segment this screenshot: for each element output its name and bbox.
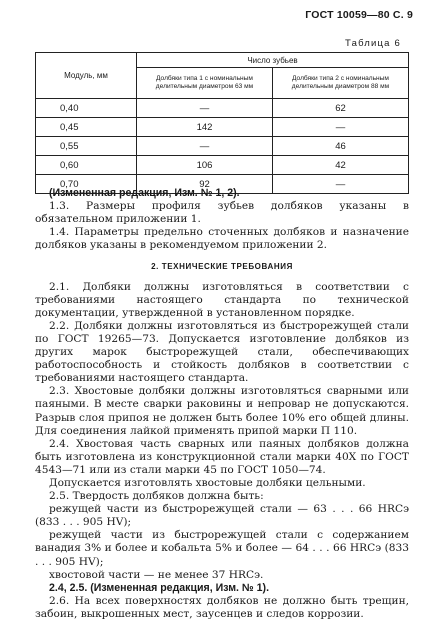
amendment-note: (Измененная редакция, Изм. № 1, 2). <box>49 187 240 199</box>
paragraph-1-3: 1.3. Размеры профиля зубьев долбяков указаны в обязательном приложении 1. <box>35 200 409 226</box>
column-header-type1: Долбяки типа 1 с номинальным делительным диаметром 63 мм <box>137 68 273 99</box>
cell-type1: 142 <box>137 118 273 137</box>
section-heading: 2. ТЕХНИЧЕСКИЕ ТРЕБОВАНИЯ <box>151 262 293 272</box>
cell-module: 0,40 <box>36 99 137 118</box>
table-row <box>36 137 409 156</box>
paragraph-2-6: 2.6. На всех поверхностях долбяков не должно быть трещин, забоин, выкрошенных мест, заусенцев и следов коррозии. <box>35 594 409 620</box>
page-header: ГОСТ 10059—80 С. 9 <box>305 9 413 21</box>
paragraph-2-2: 2.2. Долбяки должны изготовляться из быстрорежущей стали по ГОСТ 19265—73. Допускается изготовление долбяков из других марок быстрорежущей стали, обеспечивающих работоспособность и стойкость долбяков в соответствии с требованиями настоящего стандарта. <box>35 319 409 385</box>
paragraph-1-4: 1.4. Параметры предельно сточенных долбяков и назначение долбяков указаны в рекомендуемом приложении 2. <box>35 226 409 252</box>
hardness-cutting-part: режущей части из быстрорежущей стали — 63 . . . 66 HRCэ (833 . . . 905 HV); <box>35 503 409 529</box>
cell-module: 0,45 <box>36 118 137 137</box>
hardness-shank: хвостовой части — не менее 37 HRCэ. <box>49 568 264 581</box>
table-row <box>36 156 409 175</box>
column-header-module: Модуль, мм <box>36 53 137 99</box>
paragraph-2-5: 2.5. Твердость долбяков должна быть: <box>49 490 264 503</box>
paragraph-2-4-note: Допускается изготовлять хвостовые долбяки цельными. <box>49 476 366 489</box>
paragraph-2-1: 2.1. Долбяки должны изготовляться в соответствии с требованиями настоящего стандарта по технической документации, утвержденной в установленном порядке. <box>35 280 409 319</box>
cell-type2: 42 <box>273 156 409 175</box>
column-group-teeth: Число зубьев <box>137 53 409 68</box>
amendment-note-2: 2.4, 2.5. (Измененная редакция, Изм. № 1). <box>49 581 270 594</box>
cell-module: 0,55 <box>36 137 137 156</box>
table-row <box>36 118 409 137</box>
cell-type1: — <box>137 137 273 156</box>
cell-type1: 92 <box>137 175 273 194</box>
teeth-count-table <box>35 52 409 194</box>
cell-type2: 62 <box>273 99 409 118</box>
cell-module: 0,60 <box>36 156 137 175</box>
table-row <box>36 99 409 118</box>
paragraph-2-4: 2.4. Хвостовая часть сварных или паяных долбяков должна быть изготовлена из конструкционной стали марки 40Х по ГОСТ 4543—71 или из стали марки 45 по ГОСТ 1050—74. <box>35 437 409 476</box>
cell-type2: 46 <box>273 137 409 156</box>
cell-type2: — <box>273 118 409 137</box>
cell-type1: 106 <box>137 156 273 175</box>
table-title: Таблица 6 <box>345 38 401 49</box>
cell-type2: — <box>273 175 409 194</box>
cell-module: 0,70 <box>36 175 137 194</box>
paragraph-2-3: 2.3. Хвостовые долбяки должны изготовляться сварными или паяными. В месте сварки раковины и непровар не допускаются. Разрыв слоя припоя не должен быть более 10% его общей длины. Для соединения лайкой применять припой марки П 110. <box>35 385 409 437</box>
cell-type1: — <box>137 99 273 118</box>
column-header-type2: Долбяки типа 2 с номинальным делительным диаметром 88 мм <box>273 68 409 99</box>
hardness-vanadium-cobalt: режущей части из быстрорежущей стали с содержанием ванадия 3% и более и кобальта 5% и более — 64 . . . 66 HRCэ (833 . . . 905 HV); <box>35 529 409 568</box>
body-text <box>35 187 409 621</box>
